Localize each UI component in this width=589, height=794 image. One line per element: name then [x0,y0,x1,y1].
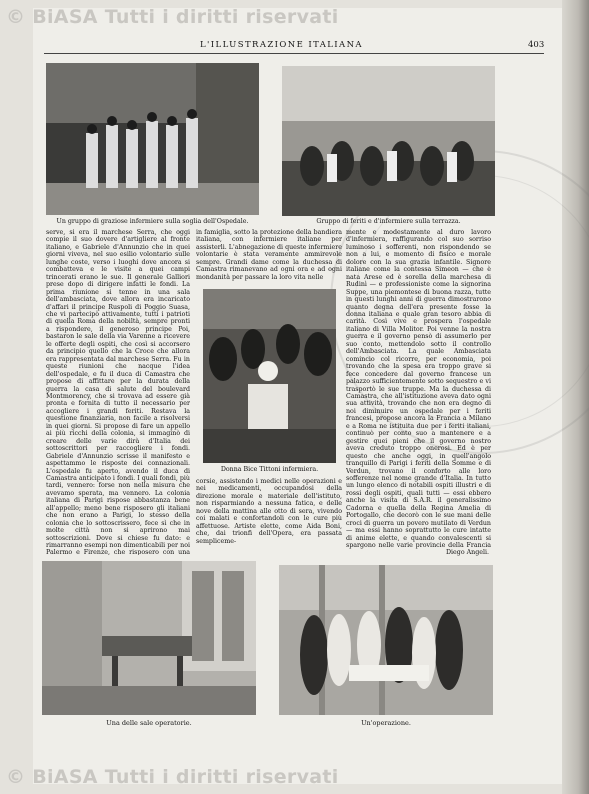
page-header [0,40,589,52]
article-column-right [346,229,491,549]
caption-photo5: Un'operazione. [361,719,411,727]
article-column-middle-top [196,229,342,289]
article-text-middle-bottom: corsie, assistendo i medici nelle operazioni e nei medicamenti, occupandosi della direzione morale e materiale dell'istituto, non risparmiando a nessuna fatica, e delle nove della mattina alle otto di sera, vivendo coi malati e confortandoli con le cure più affettuose. Artiste elette, come Aida Boni, che, dai trionfi dell'Opera, era passata sempliceme- [196,478,342,545]
photo-bice-tittoni [203,289,336,463]
caption-photo3: Donna Bice Tittoni infermiera. [220,466,319,473]
article-text-left: serve, si era il marchese Serra, che oggi compie il suo dovere d'artigliere al fronte italiano, e Gabriele d'Annunzio che in quei giorni viveva, nel suo esilio volontario sulle lunghe coste, verso i luoghi dove ancora si combatteva e le visite a quei campi trincerati erano le sue. Il generale Galliori prese dopo di dirigere infatti le fondi. La prima riunione si tenne in una sala dell'ambasciata, dove allora era incaricato d'affari il principe Ruspoli di Poggio Suasa, che vi partecipò attivamente, tutti i patrioti di quella Roma della nobiltà, sempre pronti a rispondere, il generoso principe Poi, bastaron le sale della via Varenne a ricevere le offerte degli ospiti, che così si accorsero da principio quello che la Croce che allora era rappresentata dal marchese Serra. Fu in queste riunioni che nacque l'idea dell'ospedale, e fu il duca di Camastra che propose di affittare per la durata della guerra la casa di salute del boulevard Montmorency, che si trovava ad essere già pronta e fornita di tutto il necessario per accogliere i grandi feriti. Restava la questione finanziaria, non facile a risolversi in quei giorni. Si propose di fare un appello ai più ricchi della colonia, si immaginò di creare delle varie dirà d'Italia dei sottoscrittori per raccogliere i fondi. Gabriele d'Annunzio scrisse il manifesto e aspettammo le risposte dei connazionali. L'ospedale fu aperto, avendo il duca di Camastra anticipato i fondi. I quali fondi, più tardi, vennero: forse non nella misura che avevamo sperata, ma vennero. La colonia italiana di Parigi rispose abbastanza bene all'appello; meno bene risposero gli italiani che non erano a Parigi, lo stesso della colonia che lo sottoscrissero, fece sì che in molte città non si aprirono mai sottoscrizioni. Dove si chiese fu dato: e rimarranno esempi non dimenticabili per noi Palermo e Firenze, che risposero con una [46,229,190,555]
watermark-bottom: © BiASA Tutti i diritti riservati [6,766,339,788]
article-column-middle-bottom [196,478,342,556]
photo-operation [279,565,493,715]
caption-photo1: Un gruppo di graziose infermiere sulla soglia dell'Ospedale. [56,218,249,225]
watermark-top: © BiASA Tutti i diritti riservati [6,6,339,28]
author-signature: Diego Angeli. [446,549,490,556]
page-number: 403 [528,40,545,50]
photo-operating-room [42,561,256,715]
article-text-middle-top: in famiglia, sotto la protezione della bandiera italiana, con infermiere italiane per assisterli. L'abnegazione di queste infermiere volontarie è stata veramente ammirevole sempre. Grandi dame come la duchessa di Camastra rimanevano ad ogni ora e ad ogni mondanità per passare la loro vita nelle [196,229,342,281]
article-text-right: mente e modestamente al duro lavoro d'infermiera, raffigurando col suo sorriso luminoso i sofferenti, non rispondendo se non a lui, e momento di fisico e morale dolore con la sua grazia infantile. Signore italiane come la contessa Simeon — che è nata Arese ed è sorella della marchesa di Rudinì — e professioniste come la signorina Suppe, una piemontese di buona razza, tutte in questi lunghi anni di guerra dimostrarono quanto degna dell'era presente fosse la donna italiana e quale gran tesoro abbia di carità. Così vive e prospera l'ospedale italiano di Villa Molitor. Poi venne la nostra guerra e il governo pensò di assumerlo per suo conto, mettendolo sotto il controllo dell'Ambasciata. La quale Ambasciata comincio col ricorre, per economia, poi trovando che la spesa era troppo grave si fece concedere dal governo francese un palazzo sufficientemente sotto sequestro e vi trasportò le sue truppe. Ma la duchessa di Camastra, che all'istituzione aveva dato ogni sua attività, trovando che non era degno di noi diminuire un ospedale per i feriti francesi, propose ancora la Francia a Milano e a Roma ne istituita due per i feriti italiani, continuò per conto suo a mantenere e a gestire quei pieni che il governo nostro aveva creduto troppo onerosi. Ed è per questo che anche oggi, in quell'angolo tranquillo di Parigi i feriti della Somme e di Verdun, trovano il conforto alle loro sofferenze nel nome grande d'Italia. In tutto un lungo elenco di notabili ospiti illustri e di rossi degli ospiti, quali tutti — essi ebbero anche la visita di S.A.R. il generalissimo Cadorna e quella della Regina Amelia di Portogallo, che decorò con le sue mani delle croci di guerra un povero mutilato di Verdun — ma essi hanno soprattutto le cure intatte di anime elette, e quando convalescenti si spargono nelle varie provincie della Francia [346,229,491,549]
caption-photo2: Gruppo di feriti e d'infermiere sulla terrazza. [316,218,461,225]
article-column-left [46,229,190,555]
photo-nurses-doorway [46,63,259,215]
header-rule [44,53,544,54]
photo-terrace-group [282,66,495,216]
caption-photo4: Una delle sale operatorie. [106,719,192,727]
running-title: L'ILLUSTRAZIONE ITALIANA [200,40,363,50]
